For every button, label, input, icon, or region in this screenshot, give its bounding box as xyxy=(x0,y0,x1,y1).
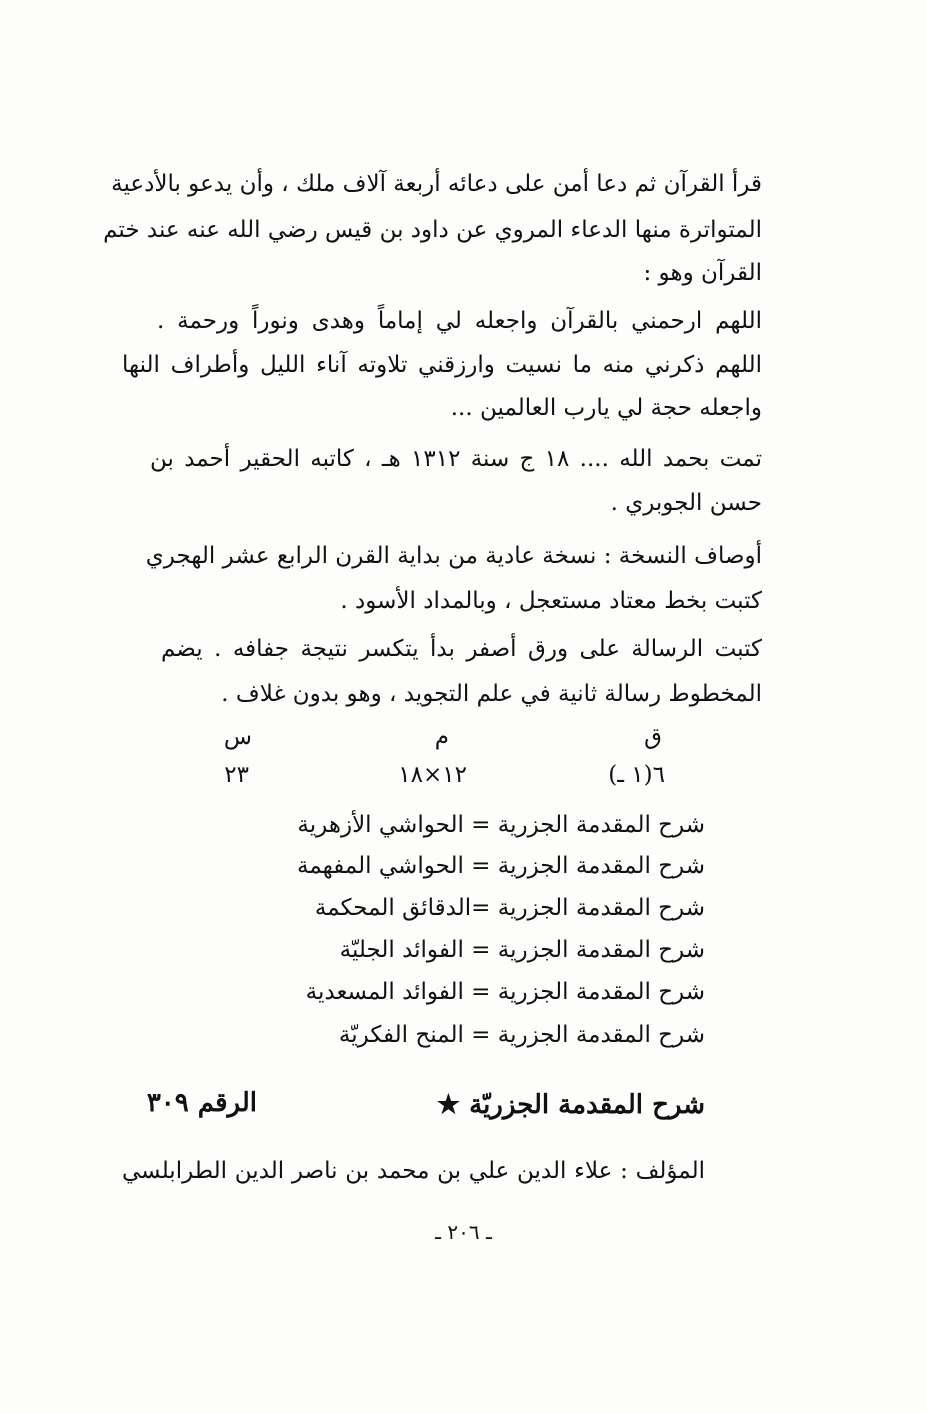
catalog-header-m: م xyxy=(434,724,449,750)
equivalent-title: شرح المقدمة الجزرية = الفوائد المسعدية xyxy=(305,979,705,1005)
catalog-value-m: ١٢×١٨ xyxy=(398,762,467,788)
page-number: ـ ٢٠٦ ـ xyxy=(435,1220,492,1244)
entry-author: المؤلف : علاء الدين علي بن محمد بن ناصر الدين الطرابلسي xyxy=(122,1158,705,1184)
text-line: قرأ القرآن ثم دعا أمن على دعائه أربعة آلاف ملك ، وأن يدعو بالأدعية xyxy=(111,171,762,197)
catalog-header-s: س xyxy=(223,724,252,750)
text-line: أوصاف النسخة : نسخة عادية من بداية القرن الرابع عشر الهجري xyxy=(145,543,762,569)
text-line: تمت بحمد الله .... ١٨ ج سنة ١٣١٢ هـ ، كاتبه الحقير أحمد بن xyxy=(150,446,763,472)
text-line: المتواترة منها الدعاء المروي عن داود بن قيس رضي الله عنه عند ختم xyxy=(103,217,762,243)
text-line: اللهم ذكرني منه ما نسيت وارزقني تلاوته آناء الليل وأطراف النها xyxy=(122,352,762,378)
equivalent-title: شرح المقدمة الجزرية = الفوائد الجليّة xyxy=(339,937,705,963)
text-line: كتبت الرسالة على ورق أصفر بدأ يتكسر نتيجة جفافه . يضم xyxy=(161,636,762,662)
equivalent-title: شرح المقدمة الجزرية = الحواشي المفهمة xyxy=(297,853,705,879)
text-line: القرآن وهو : xyxy=(643,260,762,286)
entry-number: الرقم ٣٠٩ xyxy=(146,1088,257,1118)
text-line: واجعله حجة لي يارب العالمين ... xyxy=(450,395,762,421)
entry-title: شرح المقدمة الجزريّة ★ xyxy=(436,1090,705,1120)
text-line: اللهم ارحمني بالقرآن واجعله لي إماماً وهدى ونوراً ورحمة . xyxy=(157,308,762,334)
catalog-header-q: ق xyxy=(644,724,662,750)
catalog-value-s: ٢٣ xyxy=(224,762,249,788)
text-line: المخطوط رسالة ثانية في علم التجويد ، وهو بدون غلاف . xyxy=(221,681,762,707)
equivalent-title: شرح المقدمة الجزرية = الحواشي الأزهرية xyxy=(297,812,705,838)
equivalent-title: شرح المقدمة الجزرية = المنح الفكريّة xyxy=(338,1022,705,1048)
catalog-value-q: ٦(١ ـ) xyxy=(608,762,665,788)
text-line: حسن الجوبري . xyxy=(610,490,762,516)
equivalent-title: شرح المقدمة الجزرية =الدقائق المحكمة xyxy=(314,895,705,921)
text-line: كتبت بخط معتاد مستعجل ، وبالمداد الأسود . xyxy=(340,588,762,614)
